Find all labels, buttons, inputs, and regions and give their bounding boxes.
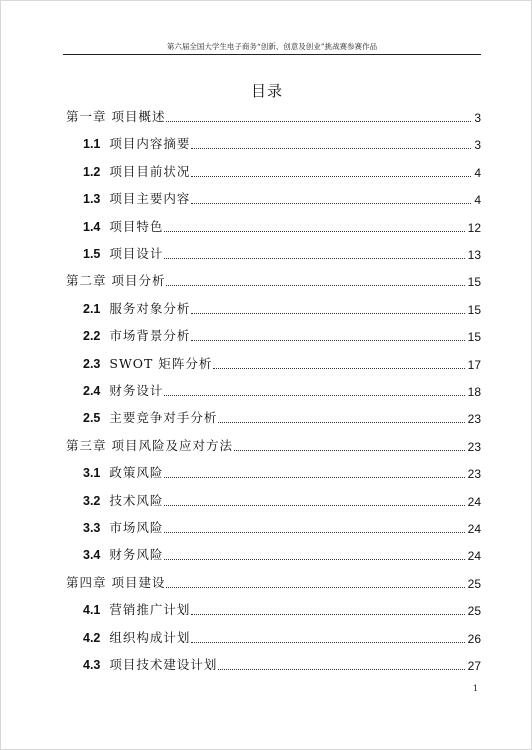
toc-section-number: 4.2 [83, 630, 101, 645]
toc-entry-title: 第二章 项目分析 [66, 273, 166, 289]
toc-entry-title: 第一章 项目概述 [66, 109, 166, 124]
toc-section-entry[interactable] [1, 354, 532, 374]
toc-entry-label [83, 244, 164, 262]
toc-page-number: 25 [467, 576, 481, 591]
toc-page-number: 27 [467, 659, 481, 673]
dot-leader [164, 395, 477, 396]
toc-section-entry[interactable] [1, 655, 532, 675]
toc-page-number: 15 [467, 302, 481, 317]
toc-entry-title: 市场风险 [109, 520, 164, 535]
toc-page-number: 24 [467, 549, 481, 564]
toc-section-entry[interactable] [1, 217, 532, 237]
toc-page-number: 23 [467, 439, 481, 454]
toc-section-entry[interactable] [1, 189, 532, 209]
toc-entry-label [83, 354, 213, 372]
toc-entry-label [83, 545, 164, 563]
toc-entry-label [83, 628, 191, 646]
toc-section-entry[interactable] [1, 134, 532, 154]
toc-section-number: 1.5 [83, 247, 101, 261]
toc-entry-title: 技术风险 [109, 492, 164, 508]
toc-section-number: 4.1 [83, 603, 101, 618]
toc-section-number: 1.3 [83, 192, 101, 207]
toc-page-number: 26 [467, 631, 481, 646]
dot-leader [191, 203, 477, 204]
toc-chapter-entry[interactable] [1, 436, 532, 456]
toc-entry-title: 财务设计 [109, 383, 164, 398]
page-number: 1 [472, 684, 478, 693]
toc-section-number: 3.1 [83, 466, 101, 481]
toc-section-number: 3.3 [83, 521, 101, 535]
toc-entry-title: SWOT 矩阵分析 [109, 355, 213, 371]
toc-chapter-entry[interactable] [1, 107, 532, 127]
toc-entry-label [83, 655, 218, 673]
toc-entry-label [83, 463, 164, 481]
dot-leader [166, 285, 477, 286]
toc-entry-title: 项目主要内容 [109, 191, 191, 207]
toc-section-number: 2.3 [83, 356, 101, 371]
toc-section-entry[interactable] [1, 244, 532, 264]
toc-entry-title: 第三章 项目风险及应对方法 [66, 437, 233, 453]
toc-page-number: 23 [467, 467, 481, 482]
toc-section-number: 3.4 [83, 548, 101, 563]
dot-leader [213, 368, 477, 369]
toc-page-number: 4 [474, 165, 481, 180]
toc-page-number: 4 [474, 193, 481, 208]
dot-leader [218, 669, 477, 670]
toc-section-number: 3.2 [83, 493, 101, 508]
dot-leader [191, 614, 477, 615]
toc-entry-label [66, 573, 166, 591]
toc-section-number: 2.4 [83, 384, 101, 398]
toc-page-number: 13 [467, 248, 481, 262]
dot-leader [191, 340, 477, 341]
dot-leader [191, 176, 477, 177]
toc-entry-label [83, 491, 164, 509]
toc-section-entry[interactable] [1, 326, 532, 346]
toc-section-entry[interactable] [1, 491, 532, 511]
dot-leader [191, 148, 477, 149]
toc-section-number: 1.4 [83, 219, 101, 234]
dot-leader [164, 532, 477, 533]
toc-section-entry[interactable] [1, 628, 532, 648]
toc-section-number: 1.1 [83, 137, 101, 152]
toc-entry-label [83, 381, 164, 399]
toc-entry-title: 第四章 项目建设 [66, 574, 166, 590]
toc-entry-title: 主要竞争对手分析 [109, 410, 218, 426]
toc-section-number: 4.3 [83, 658, 101, 672]
dot-leader [164, 559, 477, 560]
dot-leader [191, 642, 477, 643]
toc-entry-label [83, 408, 218, 426]
toc-page-number: 15 [467, 330, 481, 345]
toc-page-number: 24 [467, 522, 481, 536]
toc-section-entry[interactable] [1, 545, 532, 565]
toc-section-entry[interactable] [1, 299, 532, 319]
toc-entry-label [66, 436, 234, 454]
toc-entry-label [83, 134, 191, 152]
toc-entry-label [83, 162, 191, 180]
dot-leader [218, 422, 477, 423]
toc-section-number: 2.1 [83, 301, 101, 316]
toc-entry-label [66, 107, 166, 125]
toc-entry-label [83, 217, 164, 235]
toc-entry-title: 政策风险 [109, 465, 164, 481]
toc-section-number: 2.2 [83, 329, 101, 344]
toc-entry-title: 财务风险 [109, 547, 164, 563]
toc-chapter-entry[interactable] [1, 573, 532, 593]
toc-page-number: 17 [467, 357, 481, 372]
toc-section-entry[interactable] [1, 518, 532, 538]
toc-page-number: 3 [474, 111, 481, 125]
toc-page-number: 15 [467, 275, 481, 290]
toc-page-number: 25 [467, 604, 481, 619]
toc-entry-title: 项目内容摘要 [109, 136, 191, 152]
toc-entry-label [66, 271, 166, 289]
toc-section-entry[interactable] [1, 408, 532, 428]
dot-leader [234, 450, 477, 451]
toc-page-number: 24 [467, 494, 481, 509]
dot-leader [166, 587, 477, 588]
toc-entry-title: 项目技术建设计划 [109, 657, 218, 672]
toc-section-entry[interactable] [1, 381, 532, 401]
toc-entry-title: 营销推广计划 [109, 602, 191, 618]
toc-section-entry[interactable] [1, 463, 532, 483]
toc-page-number: 18 [467, 385, 481, 399]
toc-entry-label [83, 518, 164, 536]
toc-entry-label [83, 189, 191, 207]
dot-leader [164, 505, 477, 506]
running-header: 第六届全国大学生电子商务“创新、创意及创业”挑战赛参赛作品 [166, 42, 378, 51]
toc-section-number: 2.5 [83, 411, 101, 426]
toc-entry-label [83, 326, 191, 344]
toc-chapter-entry[interactable] [1, 271, 532, 291]
toc-section-entry[interactable] [1, 600, 532, 620]
toc-entry-title: 市场背景分析 [109, 328, 191, 344]
toc-entry-title: 组织构成计划 [109, 629, 191, 645]
dot-leader [166, 121, 477, 122]
dot-leader [191, 313, 477, 314]
toc-title: 目录 [250, 82, 283, 100]
toc-entry-title: 项目特色 [109, 218, 164, 234]
toc-entry-title: 服务对象分析 [109, 300, 191, 316]
toc-entry-title: 项目设计 [109, 246, 164, 261]
dot-leader [164, 477, 477, 478]
header-rule [63, 54, 481, 55]
dot-leader [164, 258, 477, 259]
dot-leader [164, 231, 477, 232]
toc-entry-label [83, 299, 191, 317]
toc-section-entry[interactable] [1, 162, 532, 182]
toc-page-number: 12 [467, 220, 481, 235]
toc-entry-title: 项目目前状况 [109, 163, 191, 179]
toc-section-number: 1.2 [83, 164, 101, 179]
toc-page-number: 3 [474, 138, 481, 153]
toc-entry-label [83, 600, 191, 618]
toc-page-number: 23 [467, 412, 481, 427]
